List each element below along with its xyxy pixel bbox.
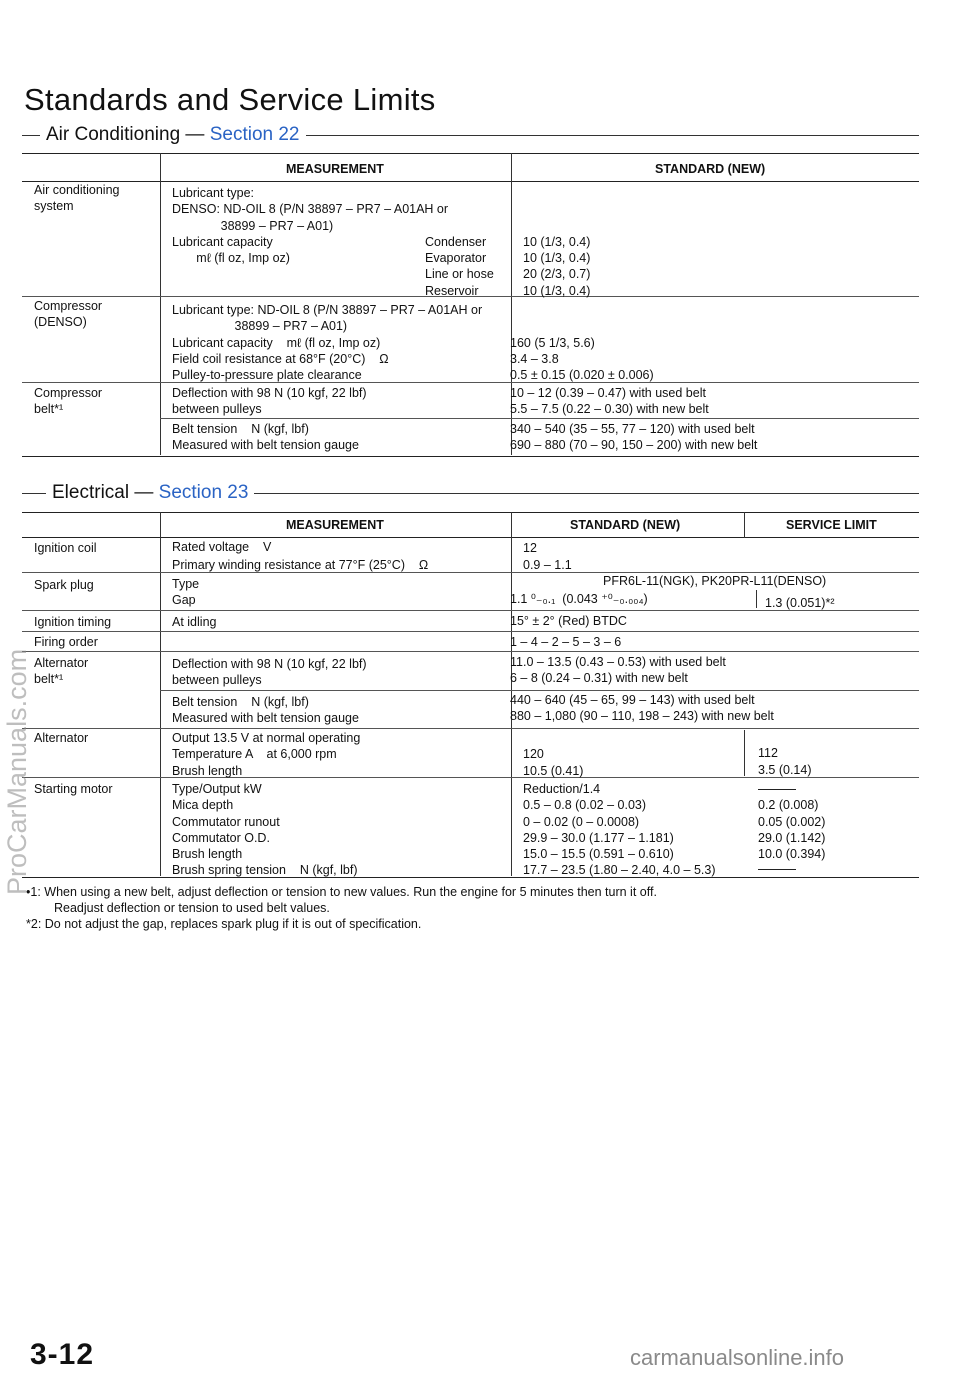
el-header-standard: STANDARD (NEW)	[570, 518, 681, 532]
footnote-1-cont: Readjust deflection or tension to used belt values.	[54, 901, 330, 915]
ac-row-standard: 160 (5 1/3, 5.6) 3.4 – 3.8 0.5 ± 0.15 (0.020 ± 0.006)	[510, 335, 654, 383]
el-row-measure: Rated voltage V Primary winding resistance at 77°F (25°C) Ω	[172, 540, 429, 572]
page-title: Standards and Service Limits	[24, 82, 436, 117]
ac-row-measure-sub: Condenser Evaporator Line or hose Reservoir	[425, 234, 494, 298]
el-col-divider-3-plug	[756, 590, 757, 608]
el-row-standard: 1 – 4 – 2 – 5 – 3 – 6	[510, 635, 622, 649]
el-row-name: Firing order	[34, 635, 98, 649]
ac-row-standard: 340 – 540 (35 – 55, 77 – 120) with used belt 690 – 880 (70 – 90, 150 – 200) with new belt	[510, 422, 758, 453]
el-section-heading-text: Electrical —	[52, 482, 154, 503]
footnote-1: •1: When using a new belt, adjust deflection or tension to new values. Run the engine for 5 minutes then turn it off.	[26, 885, 657, 899]
el-row-standard: 120 10.5 (0.41)	[523, 747, 584, 778]
ac-header-standard: STANDARD (NEW)	[655, 162, 766, 176]
el-row-divider	[160, 690, 919, 691]
el-row-name: Spark plug	[34, 578, 94, 592]
el-row-measure: Belt tension N (kgf, lbf) Measured with belt tension gauge	[172, 695, 359, 726]
footnote-2: *2: Do not adjust the gap, replaces spark plug if it is out of specification.	[26, 917, 422, 931]
ac-section-heading	[40, 124, 306, 146]
el-row-measure: At idling	[172, 615, 217, 629]
el-row-name: Alternator belt*¹	[34, 656, 89, 687]
ac-row-standard: 10 (1/3, 0.4) 10 (1/3, 0.4) 20 (2/3, 0.7) 10 (1/3, 0.4)	[523, 234, 591, 298]
el-header-service-limit: SERVICE LIMIT	[786, 518, 877, 532]
el-header-measurement: MEASUREMENT	[286, 518, 384, 532]
el-row-name: Alternator	[34, 731, 89, 745]
el-row-measure: Type/Output kW Mica depth Commutator runout Commutator O.D. Brush length Brush spring tension N (kgf, lbf)	[172, 782, 358, 878]
el-row-name: Ignition coil	[34, 541, 97, 555]
el-row-standard: 440 – 640 (45 – 65, 99 – 143) with used belt 880 – 1,080 (90 – 110, 198 – 243) with new belt	[510, 693, 774, 724]
page-number: 3-12	[30, 1338, 95, 1371]
el-row-name: Starting motor	[34, 782, 113, 796]
el-col-divider-1	[160, 512, 161, 876]
watermark-bottom: carmanualsonline.info	[630, 1345, 845, 1370]
ac-row-measure: Belt tension N (kgf, lbf) Measured with belt tension gauge	[172, 422, 359, 453]
ac-row-measure: Deflection with 98 N (10 kgf, 22 lbf) between pulleys	[172, 386, 367, 417]
el-row-divider	[22, 631, 919, 632]
el-row-standard: 12 0.9 – 1.1	[523, 541, 572, 572]
el-row-measure: Output 13.5 V at normal operating Temperature A at 6,000 rpm Brush length	[172, 731, 361, 778]
el-row-measure: Deflection with 98 N (10 kgf, 22 lbf) between pulleys	[172, 657, 367, 688]
ac-row-name: Compressor belt*¹	[34, 386, 103, 417]
ac-col-divider-1	[160, 153, 161, 455]
el-row-limit: 112 3.5 (0.14)	[758, 746, 812, 777]
el-row-standard: 11.0 – 13.5 (0.43 – 0.53) with used belt 6 – 8 (0.24 – 0.31) with new belt	[510, 655, 726, 686]
ac-row-measure: Lubricant type: ND-OIL 8 (P/N 38897 – PR7 – A01AH or 38899 – PR7 – A01) Lubricant capacity mℓ (fl oz, Imp oz) Field coil resistance at 68°F (20°C) Ω Pulley-to-pressure plate clearance	[172, 303, 483, 383]
ac-row-name: Air conditioning system	[34, 183, 120, 214]
el-section-heading	[46, 482, 254, 504]
ac-header-divider	[22, 181, 919, 182]
el-row-divider	[22, 651, 919, 652]
spark-plug-gap-standard: 1.1 ⁰₋₀.₁ (0.043 ⁺⁰₋₀.₀₀₄)	[510, 592, 648, 606]
ac-row-name: Compressor (DENSO)	[34, 299, 103, 330]
limit-dash-bottom	[758, 869, 796, 870]
el-col-divider-3-alt	[744, 730, 745, 776]
spark-plug-gap-limit: 1.3 (0.051)*²	[765, 596, 835, 610]
ac-row-measure: Lubricant type: DENSO: ND-OIL 8 (P/N 38897 – PR7 – A01AH or 38899 – PR7 – A01) Lubricant capacity mℓ (fl oz, Imp oz)	[172, 186, 449, 266]
limit-dash-top	[758, 789, 796, 790]
ac-section-heading-text: Air Conditioning —	[46, 124, 205, 145]
el-row-measure: Type Gap	[172, 577, 200, 608]
el-section-link[interactable]: Section 23	[158, 482, 249, 503]
el-row-standard: 15° ± 2° (Red) BTDC	[510, 614, 627, 628]
spark-plug-type: PFR6L-11(NGK), PK20PR-L11(DENSO)	[603, 574, 827, 588]
el-header-divider	[22, 537, 919, 538]
ac-header-measurement: MEASUREMENT	[286, 162, 384, 176]
ac-row-standard: 10 – 12 (0.39 – 0.47) with used belt 5.5 – 7.5 (0.22 – 0.30) with new belt	[510, 386, 709, 417]
el-row-standard: Reduction/1.4 0.5 – 0.8 (0.02 – 0.03) 0 – 0.02 (0 – 0.0008) 29.9 – 30.0 (1.177 – 1.181) 15.0 – 15.5 (0.591 – 0.610) 17.7 – 23.5 (1.80 – 2.40, 4.0 – 5.3)	[523, 782, 716, 878]
el-row-name: Ignition timing	[34, 615, 112, 629]
ac-row-divider	[160, 418, 919, 419]
watermark-side: ProCarManuals.com	[2, 648, 32, 895]
el-col-divider-3-header	[744, 512, 745, 538]
el-row-limit: 0.2 (0.008) 0.05 (0.002) 29.0 (1.142) 10.0 (0.394)	[758, 798, 826, 862]
ac-section-link[interactable]: Section 22	[209, 124, 300, 145]
